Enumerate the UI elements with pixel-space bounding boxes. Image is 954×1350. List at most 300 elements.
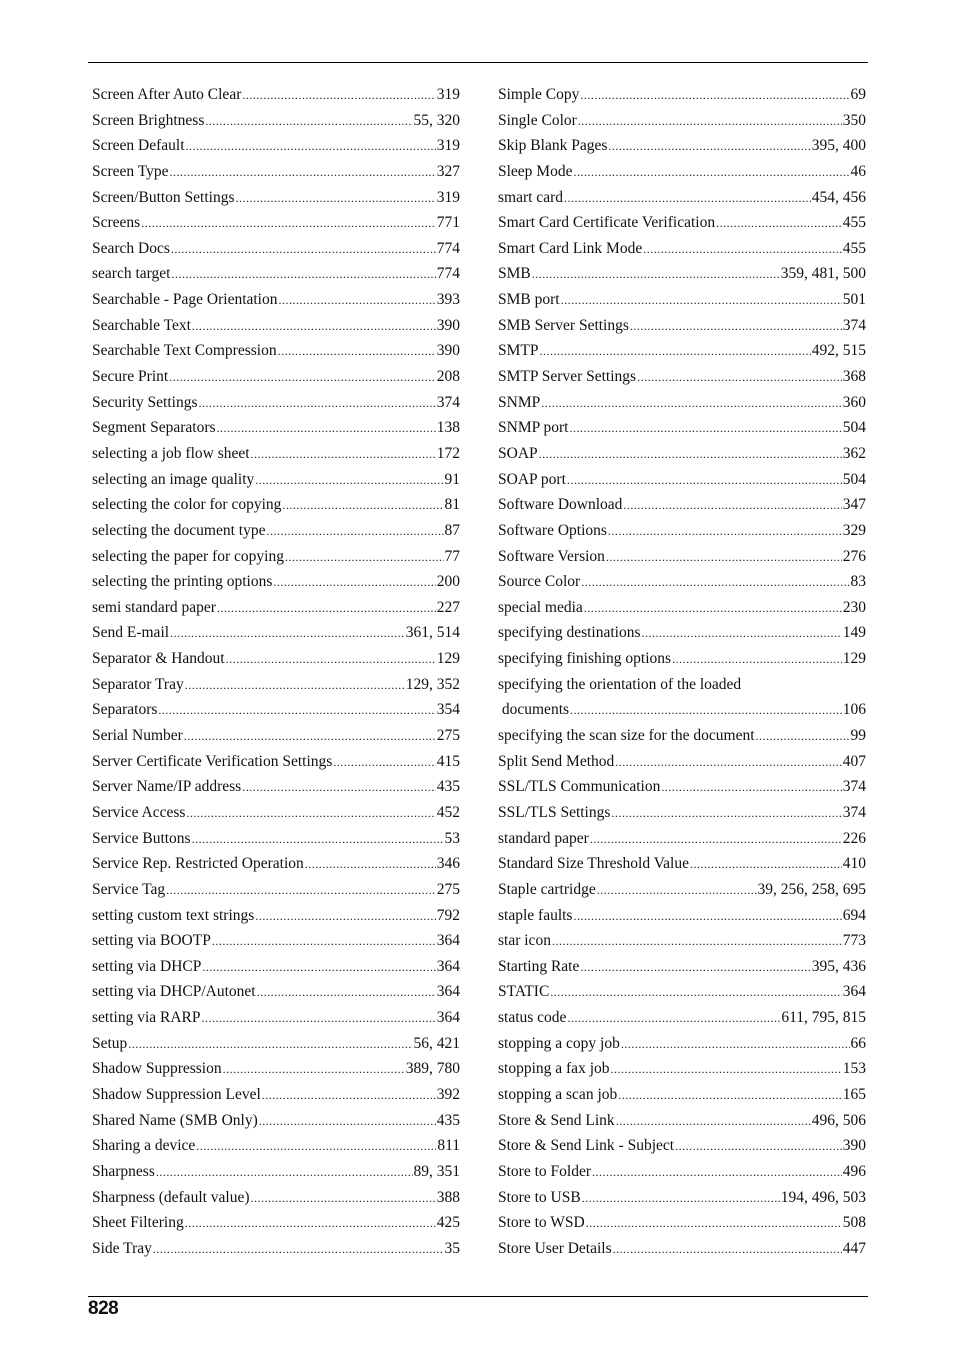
index-entry: [498, 415, 866, 441]
index-term: Shared Name (SMB Only): [92, 1111, 258, 1129]
index-entry: [498, 1133, 866, 1159]
dot-leader: [597, 877, 757, 904]
dot-leader: [202, 1005, 436, 1032]
index-entry: [498, 159, 866, 185]
dot-leader: [608, 518, 842, 545]
dot-leader: [569, 415, 841, 442]
dot-leader: [540, 338, 811, 365]
index-entry: [498, 954, 866, 980]
index-entry: [92, 877, 460, 903]
index-page-refs: 83: [850, 573, 866, 591]
index-page-refs: 329: [842, 521, 866, 539]
index-page-refs: 455: [842, 214, 866, 232]
index-term: Sharpness: [92, 1162, 155, 1180]
dot-leader: [255, 903, 435, 930]
index-term: special media: [498, 598, 583, 616]
dot-leader: [570, 697, 842, 724]
index-entry: [498, 903, 866, 929]
index-term: Service Rep. Restricted Operation: [92, 855, 304, 873]
index-entry: [498, 390, 866, 416]
index-page-refs: 91: [444, 470, 460, 488]
dot-leader: [661, 774, 841, 801]
dot-leader: [532, 261, 780, 288]
index-entry: [92, 544, 460, 570]
dot-leader: [266, 518, 443, 545]
dot-leader: [226, 646, 436, 673]
dot-leader: [539, 441, 842, 468]
index-page-refs: 425: [436, 1214, 460, 1232]
index-entry: [92, 1185, 460, 1211]
index-entry: [92, 954, 460, 980]
dot-leader: [581, 569, 849, 596]
index-term: specifying destinations: [498, 624, 641, 642]
dot-leader: [128, 1031, 412, 1058]
dot-leader: [186, 133, 436, 160]
index-term: standard paper: [498, 829, 589, 847]
page-number: 828: [88, 1298, 119, 1319]
index-entry: [498, 1185, 866, 1211]
index-term: Split Send Method: [498, 752, 615, 770]
index-page-refs: 39, 256, 258, 695: [757, 880, 866, 898]
index-term: Service Tag: [92, 880, 166, 898]
index-entry: [498, 595, 866, 621]
index-page-refs: 165: [842, 1085, 866, 1103]
index-entry: [92, 159, 460, 185]
dot-leader: [158, 697, 435, 724]
index-term: Standard Size Threshold Value: [498, 855, 689, 873]
dot-leader: [153, 1236, 444, 1263]
dot-leader: [642, 620, 842, 647]
index-page-refs: 454, 456: [811, 188, 866, 206]
dot-leader: [578, 108, 842, 135]
dot-leader: [590, 826, 842, 853]
index-entry: [498, 672, 866, 698]
index-entry: [92, 210, 460, 236]
dot-leader: [279, 287, 436, 314]
dot-leader: [611, 800, 841, 827]
dot-leader: [613, 1236, 842, 1263]
index-term: Store to Folder: [498, 1162, 591, 1180]
index-page-refs: 393: [436, 291, 460, 309]
index-term: SMB Server Settings: [498, 316, 629, 334]
index-page-refs: 360: [842, 393, 866, 411]
index-page-refs: 99: [850, 727, 866, 745]
dot-leader: [580, 954, 810, 981]
index-term: selecting a job flow sheet: [92, 444, 250, 462]
index-column-right: [498, 82, 866, 1261]
index-page-refs: 407: [842, 752, 866, 770]
index-page-refs: 138: [436, 419, 460, 437]
index-term: stopping a fax job: [498, 1060, 610, 1078]
index-page-refs: 774: [436, 265, 460, 283]
index-entry: [498, 723, 866, 749]
index-term: Sharing a device: [92, 1137, 196, 1155]
index-term: documents: [498, 701, 570, 719]
dot-leader: [259, 1108, 436, 1135]
index-entry: [92, 723, 460, 749]
index-page-refs: 496: [842, 1162, 866, 1180]
dot-leader: [285, 544, 444, 571]
index-term: Send E-mail: [92, 624, 170, 642]
index-page-refs: 276: [842, 547, 866, 565]
index-entry: [498, 108, 866, 134]
dot-leader: [170, 159, 436, 186]
index-page-refs: 496, 506: [811, 1111, 866, 1129]
index-term: SOAP port: [498, 470, 566, 488]
index-entry: [92, 1082, 460, 1108]
index-term: SMTP Server Settings: [498, 368, 637, 386]
index-term: Simple Copy: [498, 86, 580, 103]
index-term: STATIC: [498, 983, 550, 1001]
index-page-refs: 694: [842, 906, 866, 924]
index-entry: [498, 364, 866, 390]
index-entry: [498, 338, 866, 364]
index-entry: [92, 492, 460, 518]
index-term: Source Color: [498, 573, 581, 591]
index-entry: [498, 1159, 866, 1185]
dot-leader: [202, 954, 435, 981]
index-page-refs: 319: [436, 137, 460, 155]
index-entry: [498, 441, 866, 467]
index-column-left: [92, 82, 460, 1261]
index-entry: [92, 185, 460, 211]
index-entry: [92, 800, 460, 826]
index-page-refs: 415: [436, 752, 460, 770]
dot-leader: [192, 313, 436, 340]
index-entry: [92, 1005, 460, 1031]
index-page-refs: 792: [436, 906, 460, 924]
index-term: Separators: [92, 701, 158, 719]
index-page-refs: 53: [444, 829, 460, 847]
index-page-refs: 56, 421: [413, 1034, 460, 1052]
index-page-refs: 149: [842, 624, 866, 642]
dot-leader: [242, 774, 436, 801]
dot-leader: [223, 1056, 405, 1083]
index-page-refs: 35: [444, 1239, 460, 1257]
index-page-refs: 362: [842, 444, 866, 462]
index-entry: [92, 774, 460, 800]
index-term: Store User Details: [498, 1239, 612, 1257]
index-page-refs: 435: [436, 1111, 460, 1129]
dot-leader: [550, 979, 841, 1006]
index-page-refs: 452: [436, 803, 460, 821]
index-entry: [498, 236, 866, 262]
index-page-refs: 504: [842, 470, 866, 488]
dot-leader: [618, 1082, 842, 1109]
index-page-refs: 501: [842, 291, 866, 309]
dot-leader: [573, 903, 841, 930]
index-term: Service Buttons: [92, 829, 191, 847]
index-page-refs: 361, 514: [405, 624, 460, 642]
index-entry: [92, 313, 460, 339]
footer-rule: [88, 1296, 868, 1297]
index-term: selecting the printing options: [92, 573, 273, 591]
index-term: Screen Default: [92, 137, 185, 155]
index-term: Smart Card Certificate Verification: [498, 214, 716, 232]
index-entry: [92, 133, 460, 159]
index-entry: [92, 415, 460, 441]
index-page-refs: 227: [436, 598, 460, 616]
index-term: Secure Print: [92, 368, 169, 386]
index-entry: [92, 826, 460, 852]
index-entry: [498, 287, 866, 313]
index-page-refs: 77: [444, 547, 460, 565]
index-entry: [92, 287, 460, 313]
index-page-refs: 374: [842, 803, 866, 821]
index-entry: [498, 1005, 866, 1031]
index-entry: [498, 82, 866, 108]
index-term: Sheet Filtering: [92, 1214, 184, 1232]
dot-leader: [592, 1159, 842, 1186]
index-page-refs: 153: [842, 1060, 866, 1078]
index-term: Store to USB: [498, 1188, 581, 1206]
index-term: Search Docs: [92, 239, 170, 257]
index-entry: [92, 928, 460, 954]
index-page-refs: 230: [842, 598, 866, 616]
index-page-refs: 350: [842, 111, 866, 129]
dot-leader: [621, 1031, 850, 1058]
index-entry: [92, 903, 460, 929]
index-page-refs: 354: [436, 701, 460, 719]
index-term: SSL/TLS Settings: [498, 803, 611, 821]
index-page-refs: 395, 436: [811, 957, 866, 975]
index-term: Software Version: [498, 547, 605, 565]
index-page-refs: 390: [436, 316, 460, 334]
dot-leader: [643, 236, 842, 263]
index-entry: [92, 236, 460, 262]
index-page-refs: 226: [842, 829, 866, 847]
dot-leader: [156, 1159, 413, 1186]
dot-leader: [282, 492, 443, 519]
index-page-refs: 55, 320: [413, 111, 460, 129]
index-term: Staple cartridge: [498, 880, 596, 898]
index-term: Screens: [92, 214, 141, 232]
index-entry: [498, 826, 866, 852]
index-term: Searchable - Page Orientation: [92, 291, 278, 309]
index-term: smart card: [498, 188, 563, 206]
index-entry: [498, 133, 866, 159]
index-term: setting custom text strings: [92, 906, 255, 924]
index-term: status code: [498, 1009, 567, 1027]
index-term: SMB port: [498, 291, 560, 309]
index-term: selecting the paper for copying: [92, 547, 284, 565]
index-term: specifying finishing options: [498, 650, 672, 668]
index-term: setting via BOOTP: [92, 932, 211, 950]
index-entry: [498, 979, 866, 1005]
dot-leader: [186, 800, 435, 827]
dot-leader: [573, 159, 849, 186]
index-term: Software Download: [498, 496, 623, 514]
index-entry: [498, 1236, 866, 1262]
index-term: setting via DHCP/Autonet: [92, 983, 256, 1001]
dot-leader: [564, 185, 811, 212]
index-term: stopping a scan job: [498, 1085, 618, 1103]
index-term: Setup: [92, 1034, 128, 1052]
index-term: Separator & Handout: [92, 650, 225, 668]
index-page-refs: 388: [436, 1188, 460, 1206]
index-entry: [498, 620, 866, 646]
header-rule: [88, 62, 868, 63]
dot-leader: [205, 108, 412, 135]
index-term: Smart Card Link Mode: [498, 239, 643, 257]
index-page-refs: 347: [842, 496, 866, 514]
index-term: Serial Number: [92, 727, 183, 745]
index-page-refs: 368: [842, 368, 866, 386]
index-page-refs: 774: [436, 239, 460, 257]
dot-leader: [716, 210, 842, 237]
index-term: Store & Send Link - Subject: [498, 1137, 675, 1155]
dot-leader: [561, 287, 842, 314]
dot-leader: [141, 210, 436, 237]
index-entry: [92, 1159, 460, 1185]
index-page-refs: 89, 351: [413, 1162, 460, 1180]
index-term: selecting the color for copying: [92, 496, 282, 514]
index-page-refs: 275: [436, 880, 460, 898]
index-entry: [92, 851, 460, 877]
index-term: Screen Type: [92, 162, 169, 180]
index-term: stopping a copy job: [498, 1034, 620, 1052]
index-page-refs: 46: [850, 162, 866, 180]
dot-leader: [170, 620, 405, 647]
index-entry: [92, 646, 460, 672]
index-page-refs: 69: [850, 86, 866, 103]
index-page-refs: 390: [436, 342, 460, 360]
index-entry: [498, 774, 866, 800]
index-page-refs: 208: [436, 368, 460, 386]
index-term: Searchable Text: [92, 316, 191, 334]
dot-leader: [217, 595, 436, 622]
index-page-refs: 129, 352: [405, 675, 460, 693]
index-page-refs: 395, 400: [811, 137, 866, 155]
index-page-refs: 364: [436, 1009, 460, 1027]
dot-leader: [242, 82, 435, 109]
index-entry: [498, 749, 866, 775]
index-entry: [92, 467, 460, 493]
index-term: Service Access: [92, 803, 186, 821]
dot-leader: [251, 441, 436, 468]
index-term: Separator Tray: [92, 675, 184, 693]
index-entry: [498, 877, 866, 903]
dot-leader: [236, 185, 436, 212]
index-page-refs: 364: [436, 957, 460, 975]
index-page-refs: 346: [436, 855, 460, 873]
index-entry: [92, 1236, 460, 1262]
index-entry: [498, 185, 866, 211]
index-term: search target: [92, 265, 171, 283]
index-entry: [92, 979, 460, 1005]
index-page-refs: 81: [444, 496, 460, 514]
dot-leader: [262, 1082, 436, 1109]
dot-leader: [171, 236, 436, 263]
index-page-refs: 275: [436, 727, 460, 745]
index-entry: [92, 697, 460, 723]
dot-leader: [616, 1108, 811, 1135]
dot-leader: [606, 544, 842, 571]
index-entry: [92, 1031, 460, 1057]
index-entry: [498, 261, 866, 287]
dot-leader: [584, 595, 842, 622]
index-page-refs: 364: [436, 932, 460, 950]
index-entry: [92, 518, 460, 544]
dot-leader: [196, 1133, 436, 1160]
dot-leader: [198, 390, 435, 417]
index-term: star icon: [498, 932, 551, 950]
index-term: setting via DHCP: [92, 957, 202, 975]
index-entry: [498, 646, 866, 672]
index-entry: [92, 364, 460, 390]
index-term: Server Name/IP address: [92, 778, 242, 796]
dot-leader: [171, 261, 435, 288]
dot-leader: [305, 851, 436, 878]
dot-leader: [192, 826, 444, 853]
index-entry: [498, 1108, 866, 1134]
index-term: Shadow Suppression Level: [92, 1085, 261, 1103]
dot-leader: [756, 723, 850, 750]
index-term: Sleep Mode: [498, 162, 573, 180]
index-page-refs: 435: [436, 778, 460, 796]
dot-leader: [255, 467, 443, 494]
index-page-refs: 374: [842, 316, 866, 334]
index-page-refs: 771: [436, 214, 460, 232]
index-entry: [498, 697, 866, 723]
dot-leader: [586, 1210, 842, 1237]
index-term: Screen After Auto Clear: [92, 86, 242, 103]
dot-leader: [541, 390, 842, 417]
index-page-refs: 194, 496, 503: [780, 1188, 866, 1206]
index-entry: [92, 1108, 460, 1134]
index-entry: [92, 82, 460, 108]
index-term: SMTP: [498, 342, 539, 360]
index-entry: [92, 749, 460, 775]
index-page-refs: 504: [842, 419, 866, 437]
index-term: Segment Separators: [92, 419, 216, 437]
index-entry: [92, 441, 460, 467]
index-page-refs: 508: [842, 1214, 866, 1232]
index-entry: [92, 108, 460, 134]
dot-leader: [185, 672, 405, 699]
index-page-refs: 319: [436, 188, 460, 206]
index-term: Skip Blank Pages: [498, 137, 608, 155]
index-entry: [498, 928, 866, 954]
index-term: SOAP: [498, 444, 538, 462]
index-term: Store & Send Link: [498, 1111, 615, 1129]
index-entry: [92, 1210, 460, 1236]
index-term: staple faults: [498, 906, 573, 924]
dot-leader: [611, 1056, 842, 1083]
index-term: SSL/TLS Communication: [498, 778, 661, 796]
index-entry: [92, 672, 460, 698]
index-page-refs: 389, 780: [405, 1060, 460, 1078]
index-page-refs: 359, 481, 500: [780, 265, 866, 283]
index-page-refs: 390: [842, 1137, 866, 1155]
dot-leader: [166, 877, 436, 904]
index-page-refs: 447: [842, 1239, 866, 1257]
index-term: Single Color: [498, 111, 577, 129]
dot-leader: [623, 492, 841, 519]
index-page-refs: 374: [842, 778, 866, 796]
index-page-refs: 106: [842, 701, 866, 719]
index-page-refs: 319: [436, 86, 460, 103]
index-term: SNMP port: [498, 419, 569, 437]
dot-leader: [567, 467, 842, 494]
index-entry: [92, 261, 460, 287]
dot-leader: [637, 364, 842, 391]
index-entry: [92, 620, 460, 646]
index-page-refs: 410: [842, 855, 866, 873]
index-page-refs: 129: [436, 650, 460, 668]
index-term: SMB: [498, 265, 531, 283]
index-entry: [92, 569, 460, 595]
